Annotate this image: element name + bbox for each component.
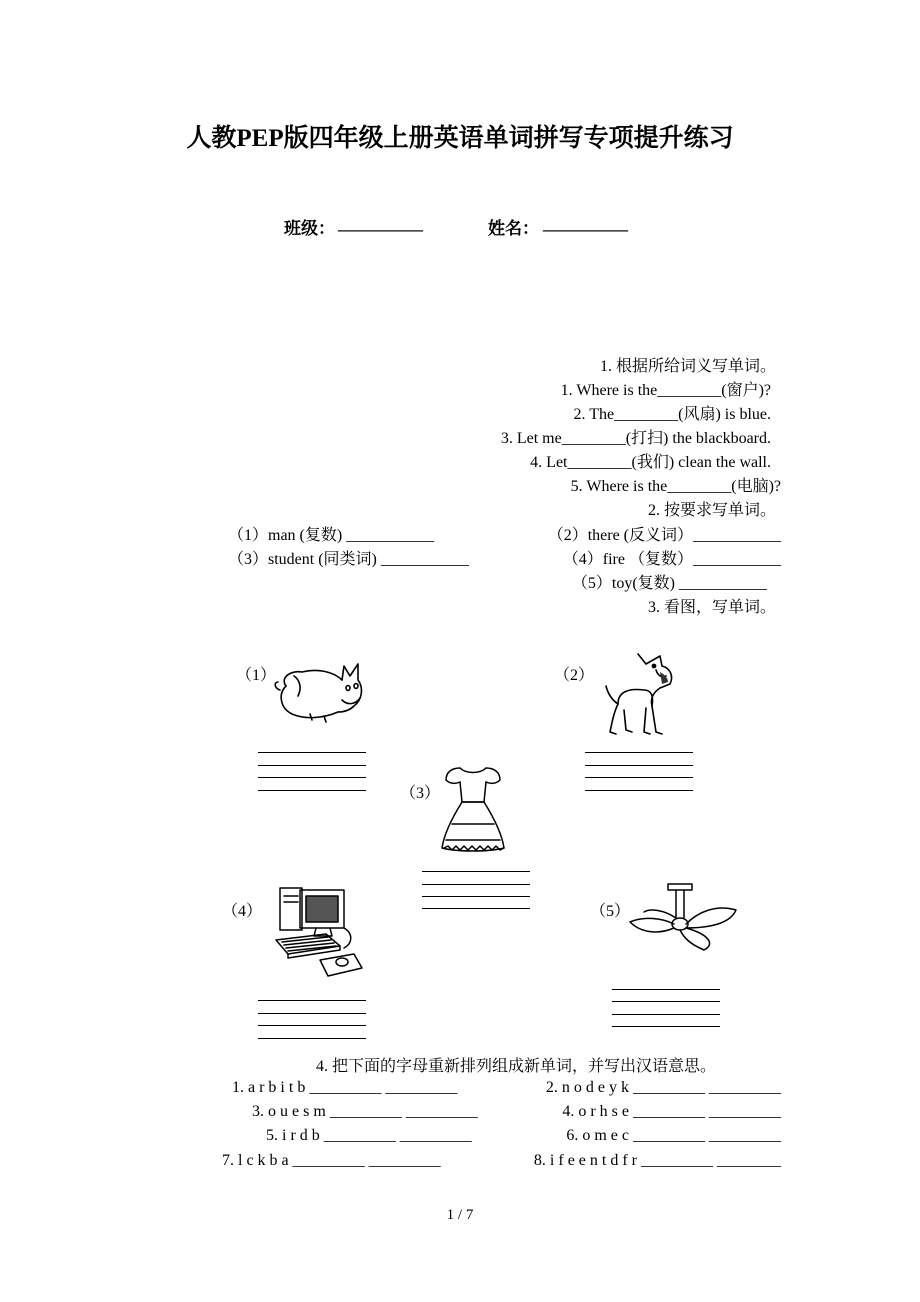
section2-item-1: （1）man (复数) ___________ [228, 527, 435, 544]
section4-heading: 4. 把下面的字母重新排列组成新单词，并写出汉语意思。 [316, 1058, 717, 1075]
name-blank: __________ [543, 214, 628, 233]
picture-2-answer-line [585, 790, 693, 791]
picture-3-label: （3） [400, 785, 441, 802]
picture-5-label: （5） [590, 903, 631, 920]
picture-3-answer-line [422, 884, 530, 885]
section1-item-2: 2. The________(风扇) is blue. [573, 406, 771, 423]
picture-5-answer-line [612, 989, 720, 990]
dog-icon [604, 648, 678, 738]
section3-heading: 3. 看图，写单词。 [647, 599, 776, 616]
picture-1-answer-line [258, 765, 366, 766]
pig-icon [272, 656, 364, 724]
section2-item-3: （3）student (同类词) ___________ [228, 551, 469, 568]
class-label: 班级： [284, 219, 335, 238]
name-label: 姓名： [488, 219, 539, 238]
picture-4-answer-line [258, 1013, 366, 1014]
section4-item-2: 2. n o d e y k _________ _________ [545, 1079, 781, 1096]
section1-item-3: 3. Let me________(打扫) the blackboard. [500, 430, 771, 447]
picture-1-answer-line [258, 790, 366, 791]
page-title: 人教PEP版四年级上册英语单词拼写专项提升练习 [186, 125, 734, 152]
picture-4-label: （4） [222, 903, 263, 920]
picture-3-answer-line [422, 871, 530, 872]
section4-item-1: 1. a r b i t b _________ _________ [232, 1079, 458, 1096]
picture-3-answer-line [422, 908, 530, 909]
picture-2-answer-line [585, 777, 693, 778]
section1-item-1: 1. Where is the________(窗户)? [560, 382, 771, 399]
section4-item-3: 3. o u e s m _________ _________ [252, 1103, 478, 1120]
page-number: 1 / 7 [446, 1207, 474, 1223]
section4-item-4: 4. o r h s e _________ _________ [562, 1103, 781, 1120]
picture-2-answer-line [585, 765, 693, 766]
section2-item-5: （5）toy(复数) ___________ [571, 575, 767, 592]
picture-2-label: （2） [554, 667, 595, 684]
section1-heading: 1. 根据所给词义写单词。 [599, 358, 776, 375]
picture-5-answer-line [612, 1026, 720, 1027]
section4-item-5: 5. i r d b _________ _________ [266, 1127, 472, 1144]
picture-2-answer-line [585, 752, 693, 753]
dress-icon [438, 762, 508, 854]
section4-item-6: 6. o m e c _________ _________ [566, 1127, 781, 1144]
section1-item-5: 5. Where is the________(电脑)? [570, 478, 781, 495]
section2-item-2: （2）there (反义词）___________ [547, 527, 781, 544]
picture-5-answer-line [612, 1014, 720, 1015]
section4-item-8: 8. i f e e n t d f r _________ ________ [533, 1152, 781, 1169]
computer-icon [270, 882, 364, 980]
picture-1-answer-line [258, 752, 366, 753]
picture-4-answer-line [258, 1038, 366, 1039]
section4-item-7: 7. l c k b a _________ _________ [222, 1152, 441, 1169]
picture-5-answer-line [612, 1001, 720, 1002]
section2-heading: 2. 按要求写单词。 [647, 502, 776, 519]
picture-1-answer-line [258, 777, 366, 778]
picture-4-answer-line [258, 1025, 366, 1026]
section1-item-4: 4. Let________(我们) clean the wall. [530, 454, 771, 471]
picture-3-answer-line [422, 896, 530, 897]
section2-item-4: （4）fire （复数）___________ [562, 551, 781, 568]
picture-1-label: （1） [236, 667, 277, 684]
class-blank: __________ [338, 214, 423, 233]
ceiling-fan-icon [624, 882, 744, 952]
picture-4-answer-line [258, 1000, 366, 1001]
